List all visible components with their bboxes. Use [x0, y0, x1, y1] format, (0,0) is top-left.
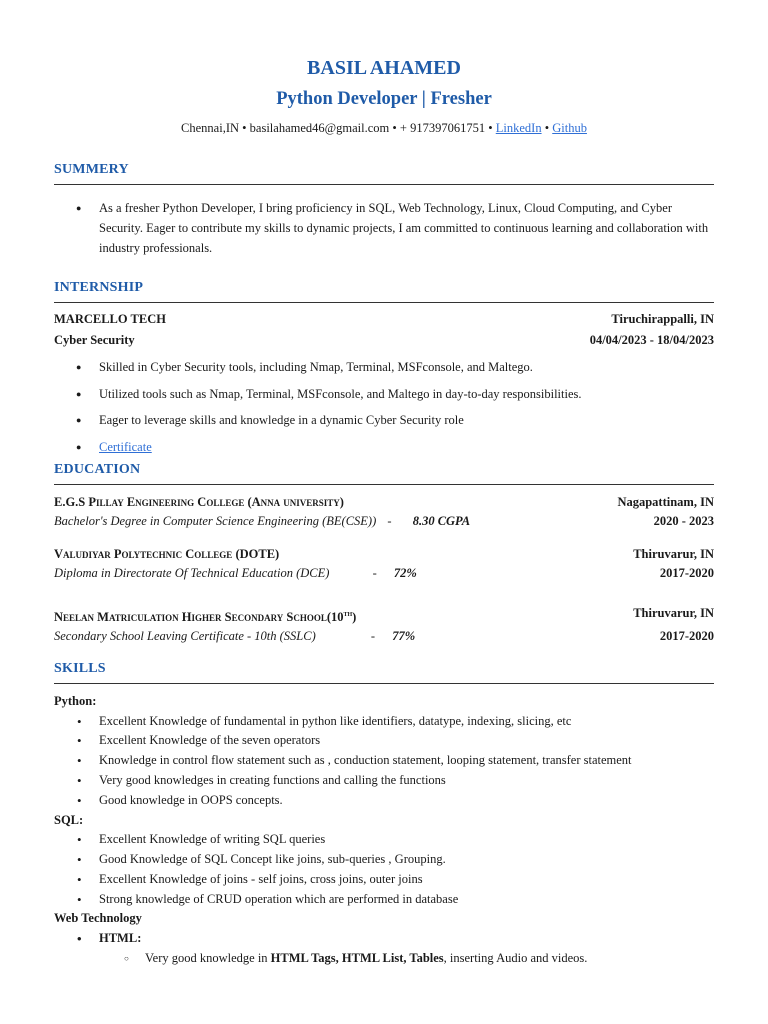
html-skill — [54, 949, 714, 969]
degree-name: Secondary School Leaving Certificate - 10th (SSLC) — [54, 629, 316, 644]
degree-name: Bachelor's Degree in Computer Science Engineering (BE(CSE)) — [54, 514, 377, 528]
python-skill: • Excellent Knowledge of fundamental in python like identifiers, datatype, indexing, slicing, etc — [54, 712, 714, 732]
sql-skill: • Good Knowledge of SQL Concept like joins, sub-queries , Grouping. — [54, 850, 714, 870]
skills-title: SKILLS — [54, 661, 106, 677]
html-skill-post: , inserting Audio and videos. — [443, 950, 588, 965]
internship-company: MARCELLO TECH — [54, 312, 166, 326]
sql-skill: • Excellent Knowledge of writing SQL queries — [54, 830, 714, 850]
section-divider — [54, 302, 714, 303]
degree-years: 2020 - 2023 — [653, 514, 714, 528]
internship-title: INTERNSHIP — [54, 280, 144, 295]
degree-score: 77% — [392, 629, 416, 644]
education-title: EDUCATION — [54, 462, 141, 477]
separator-text: - — [370, 629, 376, 644]
sql-label: SQL: — [54, 812, 84, 827]
candidate-role: Python Developer | Fresher — [276, 89, 492, 109]
python-skill: • Very good knowledges in creating functions and calling the functions — [54, 771, 714, 791]
html-label: • HTML: — [54, 929, 714, 949]
separator-text: - — [387, 514, 392, 528]
school-name: E.G.S Pillay Engineering College (Anna university) — [54, 495, 344, 509]
web-technology-label: Web Technology — [54, 911, 142, 926]
summary-section — [54, 161, 714, 258]
separator-text: - — [372, 566, 377, 580]
python-skill: • Good knowledge in OOPS concepts. — [54, 791, 714, 811]
python-skill: • Excellent Knowledge of the seven operators — [54, 731, 714, 751]
internship-section — [54, 279, 714, 460]
skills-section — [54, 660, 714, 968]
certificate-item — [54, 434, 714, 461]
degree-score: 72% — [393, 566, 417, 580]
phone-text: + 917397061751 — [399, 121, 486, 135]
education-entry — [54, 604, 714, 646]
python-skill: • Knowledge in control flow statement such as , conduction statement, looping statement, transfer statement — [54, 751, 714, 771]
internship-bullet: ● Eager to leverage skills and knowledge in a dynamic Cyber Security role — [54, 407, 714, 434]
internship-dates: 04/04/2023 - 18/04/2023 — [589, 333, 714, 347]
python-label: Python: — [54, 694, 97, 709]
internship-role: Cyber Security — [54, 333, 135, 347]
location-text: Chennai,IN — [181, 121, 240, 135]
internship-bullet: ● Skilled in Cyber Security tools, including Nmap, Terminal, MSFconsole, and Maltego. — [54, 354, 714, 381]
degree-name: Diploma in Directorate Of Technical Education (DCE) — [54, 566, 330, 580]
school-name-end: ) — [352, 610, 357, 625]
linkedin-link[interactable]: LinkedIn — [495, 121, 542, 135]
internship-location: Tiruchirappalli, IN — [611, 312, 714, 326]
school-name-text: Neelan Matriculation Higher Secondary School(10 — [54, 610, 344, 625]
school-name — [54, 604, 356, 627]
education-entry — [54, 545, 714, 583]
school-location: Thiruvarur, IN — [633, 606, 714, 620]
section-divider — [54, 484, 714, 485]
education-section — [54, 461, 714, 646]
section-divider — [54, 184, 714, 185]
resume-page — [54, 56, 714, 968]
section-divider — [54, 683, 714, 684]
contact-line: Chennai,IN • basilahamed46@gmail.com • + 917397061751 • LinkedIn • Github — [181, 121, 587, 135]
summary-title: SUMMERY — [54, 162, 129, 177]
candidate-name: BASIL AHAMED — [307, 57, 461, 79]
certificate-link[interactable]: Certificate — [99, 439, 152, 454]
school-name: Valudiyar Polytechnic College (DOTE) — [54, 547, 280, 561]
school-location: Thiruvarur, IN — [633, 547, 714, 561]
degree-score: 8.30 CGPA — [412, 514, 471, 528]
sql-skill: • Excellent Knowledge of joins - self joins, cross joins, outer joins — [54, 870, 714, 890]
summary-text: ● As a fresher Python Developer, I bring proficiency in SQL, Web Technology, Linux, Cloud Computing, and Cyber Security. Eager to contribute my skills to dynamic projects, I am committed to continuous learning and collaboration with industry professionals. — [54, 198, 714, 258]
sql-skill: • Strong knowledge of CRUD operation which are performed in database — [54, 890, 714, 910]
school-sup: th — [343, 609, 353, 618]
html-skill-bold: HTML Tags, HTML List, Tables — [270, 950, 444, 965]
education-entry — [54, 493, 714, 531]
html-skill-pre: Very good knowledge in — [145, 950, 271, 965]
degree-years: 2017-2020 — [659, 566, 714, 580]
degree-years: 2017-2020 — [659, 629, 714, 644]
email-text: basilahamed46@gmail.com — [249, 121, 390, 135]
school-location: Nagapattinam, IN — [617, 495, 714, 509]
github-link[interactable]: Github — [552, 121, 587, 135]
internship-bullet: ● Utilized tools such as Nmap, Terminal, MSFconsole, and Maltego in day-to-day responsibilities. — [54, 381, 714, 408]
